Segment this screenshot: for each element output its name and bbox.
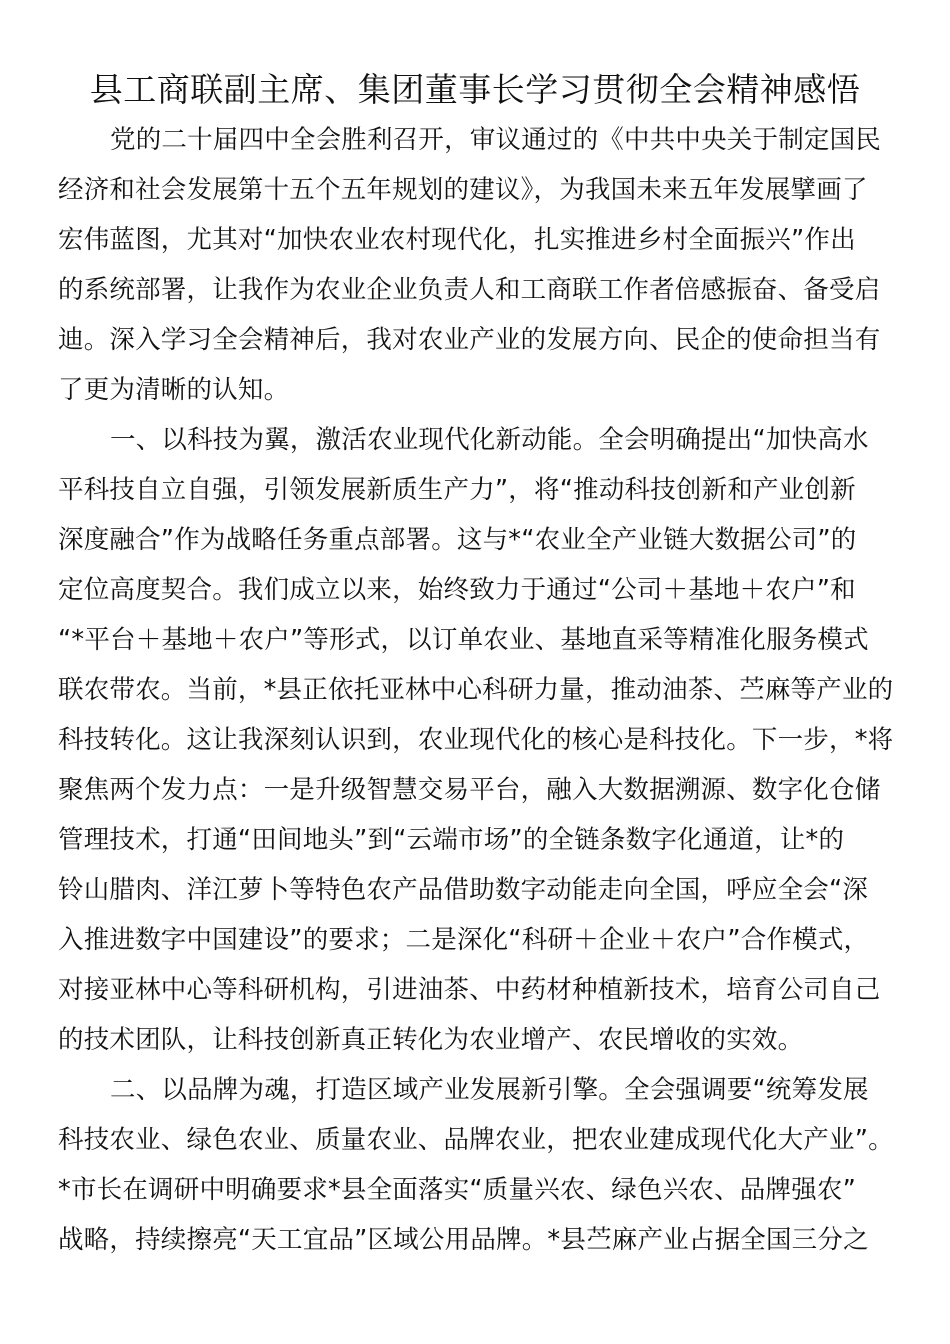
text-line: 战略，持续擦亮“天工宜品”区域公用品牌。*县苎麻产业占据全国三分之 — [58, 1225, 869, 1255]
paragraph-section-two — [58, 1065, 898, 1265]
paragraph-intro — [58, 115, 898, 415]
text-line: 聚焦两个发力点：一是升级智慧交易平台，融入大数据溯源、数字化仓储 — [58, 775, 881, 805]
paragraph-section-one — [58, 415, 898, 1065]
document-title: 县工商联副主席、集团董事长学习贯彻全会精神感悟 — [89, 70, 861, 109]
document-body — [58, 115, 898, 1265]
text-line: 党的二十届四中全会胜利召开，审议通过的《中共中央关于制定国民 — [110, 125, 882, 155]
text-line: 入推进数字中国建设”的要求；二是深化“科研＋企业＋农户”合作模式， — [58, 925, 870, 955]
text-line: “*平台＋基地＋农户”等形式，以订单农业、基地直采等精准化服务模式 — [58, 625, 869, 655]
text-line: 科技农业、绿色农业、质量农业、品牌农业，把农业建成现代化大产业”。 — [58, 1125, 894, 1155]
text-line: *市长在调研中明确要求*县全面落实“质量兴农、绿色兴农、品牌强农” — [58, 1175, 857, 1205]
text-line: 深度融合”作为战略任务重点部署。这与*“农业全产业链大数据公司”的 — [58, 525, 857, 555]
text-line: 定位高度契合。我们成立以来，始终致力于通过“公司＋基地＋农户”和 — [58, 575, 856, 605]
text-line: 的系统部署，让我作为农业企业负责人和工商联工作者倍感振奋、备受启 — [58, 275, 881, 305]
text-line: 迪。深入学习全会精神后，我对农业产业的发展方向、民企的使命担当有 — [58, 325, 881, 355]
text-line: 了更为清晰的认知。 — [58, 375, 290, 405]
text-line: 宏伟蓝图，尤其对“加快农业农村现代化，扎实推进乡村全面振兴”作出 — [58, 225, 856, 255]
text-line: 平科技自立自强，引领发展新质生产力”，将“推动科技创新和产业创新 — [58, 475, 856, 505]
text-line: 科技转化。这让我深刻认识到，农业现代化的核心是科技化。下一步，*将 — [58, 725, 894, 755]
text-line: 的技术团队，让科技创新真正转化为农业增产、农民增收的实效。 — [58, 1025, 804, 1055]
text-line: 管理技术，打通“田间地头”到“云端市场”的全链条数字化通道，让*的 — [58, 825, 845, 855]
text-line: 对接亚林中心等科研机构，引进油茶、中药材种植新技术，培育公司自己 — [58, 975, 881, 1005]
text-line: 联农带农。当前，*县正依托亚林中心科研力量，推动油茶、苎麻等产业的 — [58, 675, 894, 705]
section-heading-line: 二、以品牌为魂，打造区域产业发展新引擎。全会强调要“统筹发展 — [110, 1075, 869, 1105]
section-heading-line: 一、以科技为翼，激活农业现代化新动能。全会明确提出“加快高水 — [110, 425, 869, 455]
text-line: 经济和社会发展第十五个五年规划的建议》，为我国未来五年发展擘画了 — [58, 175, 868, 205]
text-line: 铃山腊肉、洋江萝卜等特色农产品借助数字动能走向全国，呼应全会“深 — [58, 875, 869, 905]
